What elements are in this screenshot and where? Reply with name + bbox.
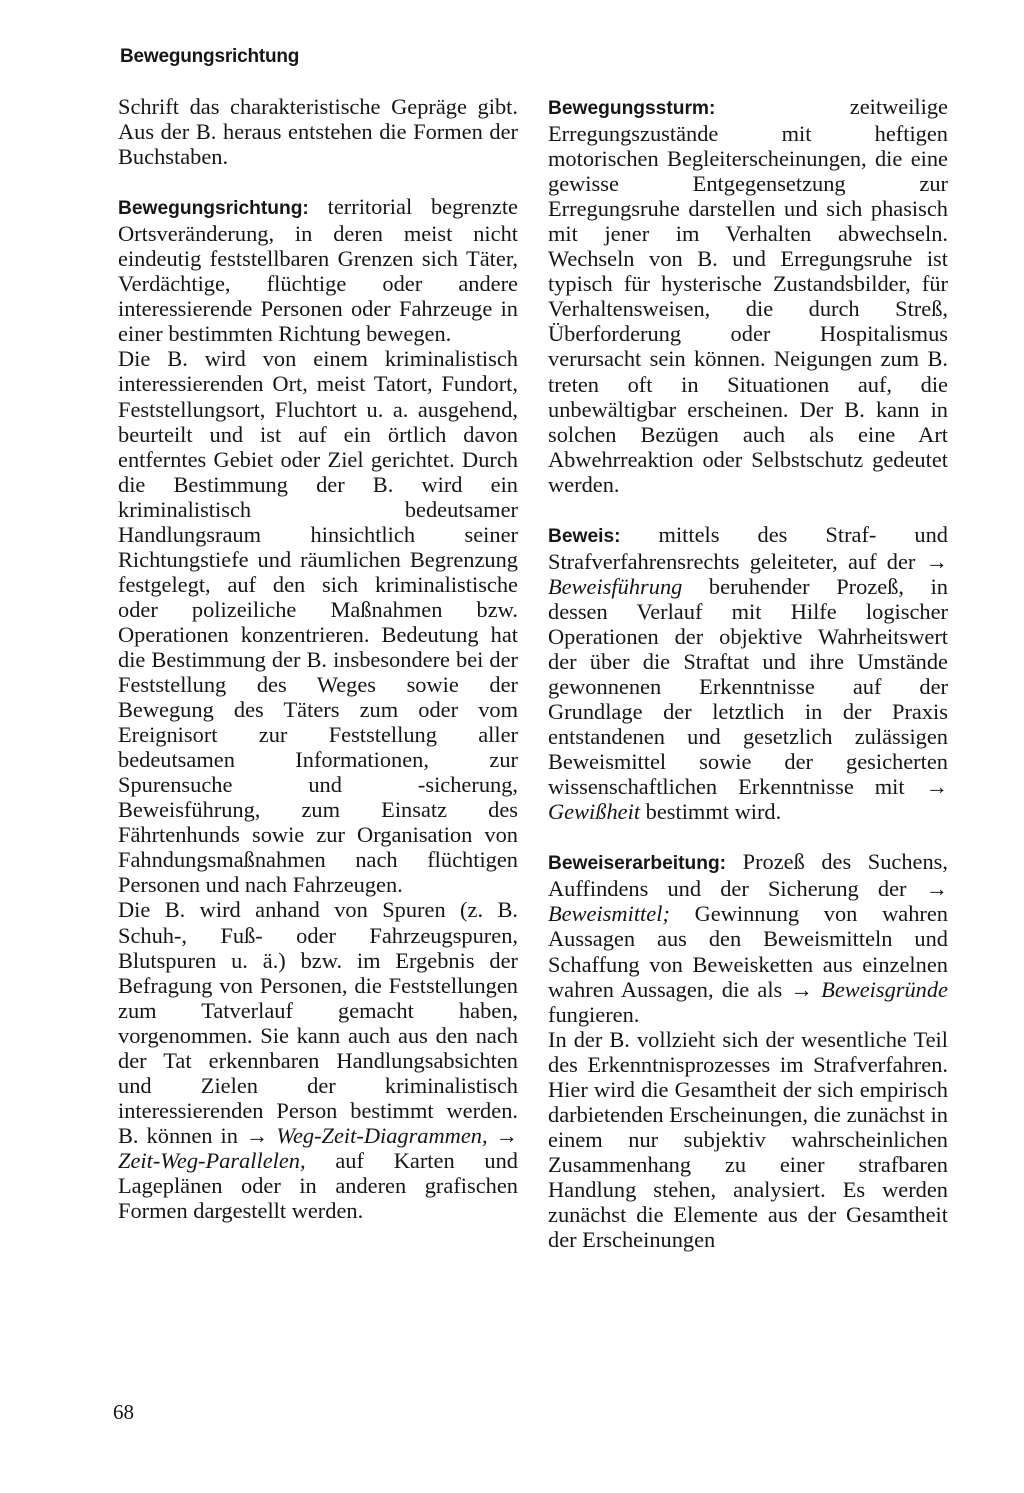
entry-text: Prozeß des Suchens, Auffindens und der Sicherung der <box>548 849 948 902</box>
cross-reference: Beweisführung <box>548 573 683 599</box>
entry-term: Beweis: <box>548 525 621 547</box>
cross-reference: Zeit-Weg-Parallelen, <box>118 1147 306 1173</box>
entry-beweiserarbeitung <box>548 849 948 1026</box>
page-number: 68 <box>113 1400 134 1424</box>
entry-beweis <box>548 522 948 825</box>
entry-text: mittels des Straf- und Strafverfahrensrechts geleiteter, auf der <box>548 521 948 574</box>
entry-term: Beweiserarbeitung: <box>548 853 727 875</box>
entry-text: Die B. wird anhand von Spuren (z. B. Schuh-, Fuß- oder Fahrzeugspuren, Blutspuren u. ä.) bzw. im Ergebnis der Befragung von Personen, die Feststellungen zum Tatverlauf gemacht haben, vorgenommen. Sie kann auch aus den nach der Tat erkennbaren Handlungsabsichten und Zielen der kriminalistisch interessierenden Person bestimmt werden. B. können in <box>118 897 518 1148</box>
entry-term: Bewegungsrichtung: <box>118 198 309 220</box>
entry-text: Gewinnung von wahren Aussagen aus den Beweismitteln und Schaffung von Beweisketten aus einzelnen wahren Aussagen, die als <box>548 901 948 1002</box>
arrow-icon: → <box>245 1122 269 1148</box>
running-head: Bewegungsrichtung <box>120 46 300 67</box>
entry-term: Bewegungssturm: <box>548 98 716 119</box>
cross-reference: Weg-Zeit-Diagrammen, <box>276 1122 488 1148</box>
arrow-icon: → <box>925 774 948 800</box>
arrow-icon: → <box>925 548 948 574</box>
entry-paragraph: Die B. wird von einem kriminalistisch interessierenden Ort, meist Tatort, Fundort, Feststellungsort, Fluchtort u. a. ausgehend, beurteilt und ist auf ein örtlich davon entferntes Gebiet oder Ziel gerichtet. Durch die Bestimmung der B. wird ein kriminalistisch bedeutsamer Handlungsraum hinsichtlich seiner Richtungstiefe und räumlichen Begrenzung festgelegt, auf den sich kriminalistische oder polizeiliche Maßnahmen bzw. Operationen konzentrieren. Bedeutung hat die Bestimmung der B. insbesondere bei der Feststellung des Weges sowie der Bewegung des Täters zum oder vom Ereignisort zur Feststellung aller bedeutsamen Informationen, zur Spurensuche und -sicherung, Beweisführung, zum Einsatz des Fährtenhunds sowie zur Organisation von Fahndungsmaßnahmen nach flüchtigen Personen und nach Fahrzeugen. <box>118 346 518 898</box>
entry-text: territorial begrenzte Ortsveränderung, in deren meist nicht eindeutig feststellbaren Grenzen sich Täter, Verdächtige, flüchtige oder andere interessierende Personen oder Fahrzeuge in einer bestimmten Richtung bewegen. <box>118 194 518 347</box>
entry-text: fungieren. <box>548 1001 640 1027</box>
entry-paragraph: In der B. vollzieht sich der wesentliche Teil des Erkenntnisprozesses im Strafverfahren. Hier wird die Gesamtheit der sich empirisch darbietenden Erscheinungen, die zunächst in einem nur subjektiv wahrscheinlichen Zusammenhang zu einer strafbaren Handlung stehen, analysiert. Es werden zunächst die Elemente aus der Gesamtheit der Erscheinungen <box>548 1026 948 1253</box>
arrow-icon: → <box>925 876 948 902</box>
cross-reference: Gewißheit <box>548 799 641 825</box>
right-column <box>548 94 948 1252</box>
entry-paragraph <box>118 897 518 1223</box>
entry-text: bestimmt wird. <box>640 799 782 825</box>
entry-text: beruhender Prozeß, in dessen Verlauf mit Hilfe logischer Operationen der objektive Wahrheitswert der über die Straftat und ihre Umstände gewonnenen Erkenntnisse auf der Grundlage der letztlich in der Praxis entstandenen und gesetzlich zulässigen Beweismittel sowie der gesicherten wissenschaftlichen Erkenntnisse mit <box>548 573 948 800</box>
cross-reference: Beweisgründe <box>821 976 948 1002</box>
continuation-paragraph: Schrift das charakteristische Gepräge gibt. Aus der B. heraus entstehen die Formen der Buchstaben. <box>118 94 518 170</box>
entry-text: zeitweilige Erregungszustände mit heftigen motorischen Begleiterscheinungen, die eine gewisse Entgegensetzung zur Erregungsruhe darstellen und sich phasisch mit jener im Verhalten abwechseln. Wechseln von B. und Erregungsruhe ist typisch für hysterische Zustandsbilder, für Verhaltensweisen, die durch Streß, Überforderung oder Hospitalismus verursacht sein können. Neigungen zum B. treten oft in Situationen auf, die unbewältigbar erscheinen. Der B. kann in solchen Bezügen auch als eine Art Abwehrreaktion oder Selbstschutz gedeutet werden. <box>548 94 948 497</box>
arrow-icon: → <box>495 1122 518 1148</box>
left-column <box>118 94 518 1223</box>
entry-bewegungssturm <box>548 94 948 497</box>
arrow-icon: → <box>790 976 813 1002</box>
entry-text: auf Karten und Lageplänen oder in anderen grafischen Formen dargestellt werden. <box>118 1147 518 1224</box>
entry-bewegungsrichtung <box>118 194 518 346</box>
cross-reference: Beweismittel; <box>548 901 670 927</box>
